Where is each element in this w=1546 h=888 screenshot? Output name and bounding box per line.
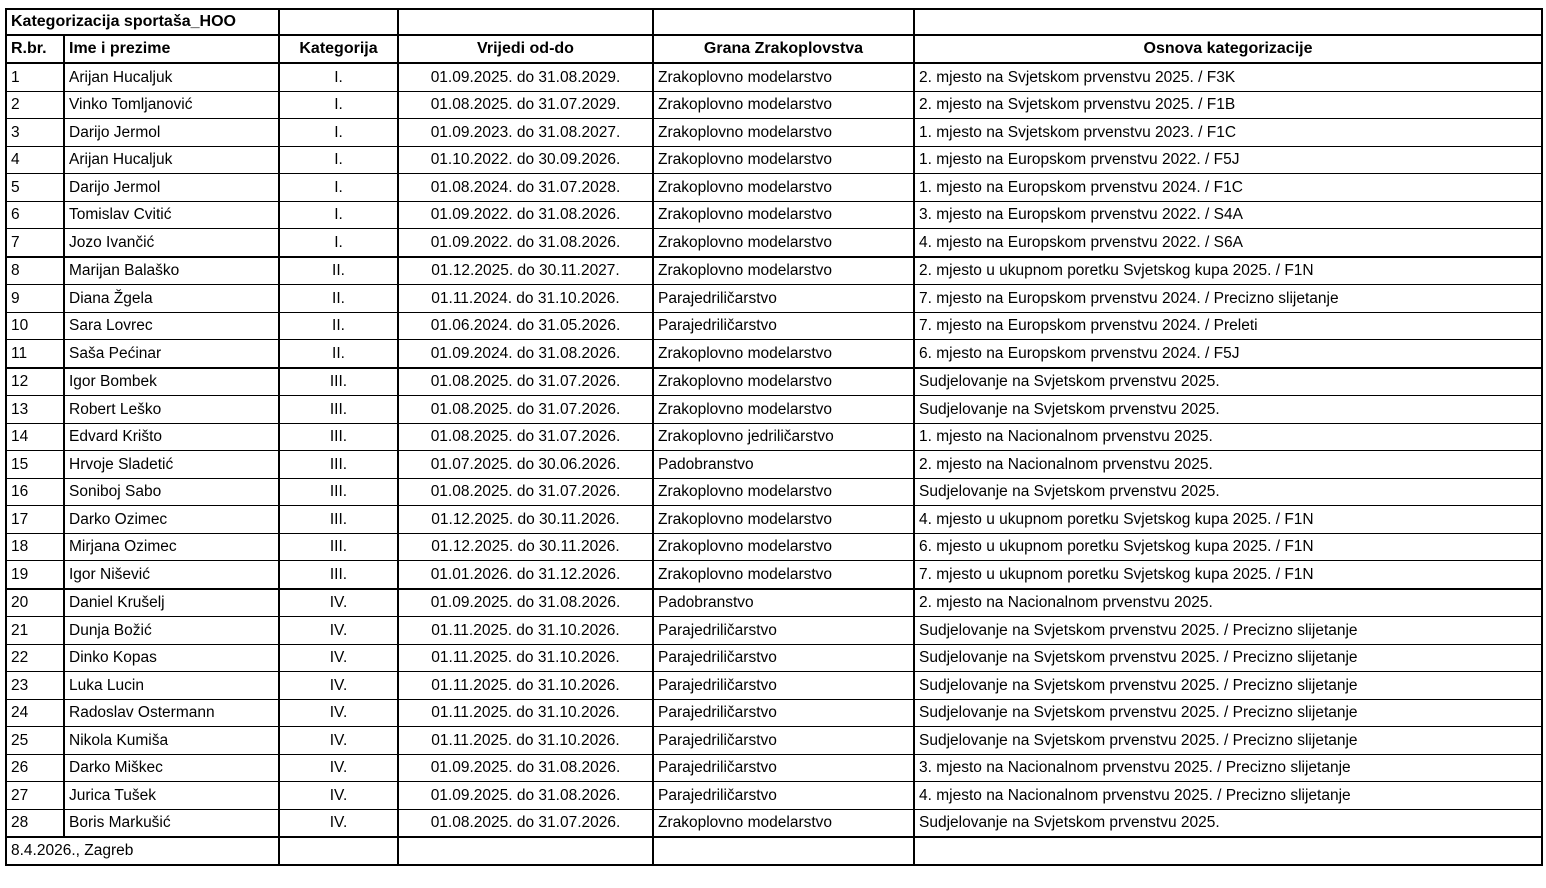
cell-category: IV. <box>279 672 398 700</box>
cell-branch: Parajedriličarstvo <box>653 782 914 810</box>
cell-basis: 4. mjesto u ukupnom poretku Svjetskog kupa 2025. / F1N <box>914 506 1542 534</box>
cell-branch: Zrakoplovno modelarstvo <box>653 174 914 202</box>
cell-valid-period: 01.11.2025. do 31.10.2026. <box>398 672 653 700</box>
categorization-table <box>5 8 1543 866</box>
cell-basis: Sudjelovanje na Svjetskom prvenstvu 2025. / Precizno slijetanje <box>914 617 1542 645</box>
cell-branch: Parajedriličarstvo <box>653 644 914 672</box>
cell-valid-period: 01.06.2024. do 31.05.2026. <box>398 312 653 340</box>
cell-name: Darko Miškec <box>64 754 279 782</box>
cell-name: Darijo Jermol <box>64 119 279 147</box>
cell-valid-period: 01.09.2025. do 31.08.2026. <box>398 782 653 810</box>
cell-branch: Zrakoplovno modelarstvo <box>653 506 914 534</box>
cell-basis: Sudjelovanje na Svjetskom prvenstvu 2025. / Precizno slijetanje <box>914 727 1542 755</box>
cell-rbr: 25 <box>6 727 64 755</box>
cell-name: Marijan Balaško <box>64 257 279 285</box>
cell-rbr: 24 <box>6 699 64 727</box>
cell-basis: 7. mjesto na Europskom prvenstvu 2024. / Preleti <box>914 312 1542 340</box>
cell-basis: 2. mjesto na Nacionalnom prvenstvu 2025. <box>914 589 1542 617</box>
cell-basis: 3. mjesto na Nacionalnom prvenstvu 2025. / Precizno slijetanje <box>914 754 1542 782</box>
title-empty-cell-valid <box>398 9 653 35</box>
cell-basis: Sudjelovanje na Svjetskom prvenstvu 2025. <box>914 368 1542 396</box>
cell-branch: Zrakoplovno modelarstvo <box>653 91 914 119</box>
page-title: Kategorizacija sportaša_HOO <box>6 9 279 35</box>
cell-valid-period: 01.09.2022. do 31.08.2026. <box>398 201 653 229</box>
cell-basis: Sudjelovanje na Svjetskom prvenstvu 2025. <box>914 478 1542 506</box>
cell-valid-period: 01.11.2025. do 31.10.2026. <box>398 727 653 755</box>
table-row <box>6 754 1542 782</box>
table-row <box>6 312 1542 340</box>
header-row <box>6 35 1542 63</box>
cell-rbr: 26 <box>6 754 64 782</box>
cell-rbr: 9 <box>6 285 64 313</box>
cell-valid-period: 01.12.2025. do 30.11.2027. <box>398 257 653 285</box>
cell-category: II. <box>279 340 398 368</box>
cell-branch: Parajedriličarstvo <box>653 699 914 727</box>
footer-empty-cell-valid <box>398 837 653 865</box>
cell-branch: Zrakoplovno modelarstvo <box>653 119 914 147</box>
table-row <box>6 229 1542 257</box>
table-row <box>6 672 1542 700</box>
cell-valid-period: 01.12.2025. do 30.11.2026. <box>398 533 653 561</box>
cell-valid-period: 01.11.2025. do 31.10.2026. <box>398 644 653 672</box>
cell-rbr: 4 <box>6 146 64 174</box>
cell-branch: Parajedriličarstvo <box>653 285 914 313</box>
cell-branch: Zrakoplovno modelarstvo <box>653 809 914 837</box>
cell-category: I. <box>279 229 398 257</box>
cell-name: Dinko Kopas <box>64 644 279 672</box>
cell-basis: 1. mjesto na Europskom prvenstvu 2022. / F5J <box>914 146 1542 174</box>
table-row <box>6 533 1542 561</box>
cell-rbr: 15 <box>6 451 64 479</box>
cell-rbr: 14 <box>6 423 64 451</box>
table-row <box>6 699 1542 727</box>
cell-valid-period: 01.07.2025. do 30.06.2026. <box>398 451 653 479</box>
cell-name: Radoslav Ostermann <box>64 699 279 727</box>
cell-category: II. <box>279 257 398 285</box>
title-empty-cell-category <box>279 9 398 35</box>
cell-basis: Sudjelovanje na Svjetskom prvenstvu 2025. <box>914 396 1542 424</box>
table-row <box>6 396 1542 424</box>
cell-category: III. <box>279 533 398 561</box>
cell-rbr: 8 <box>6 257 64 285</box>
cell-name: Igor Bombek <box>64 368 279 396</box>
cell-category: II. <box>279 285 398 313</box>
cell-valid-period: 01.11.2025. do 31.10.2026. <box>398 617 653 645</box>
cell-name: Sara Lovrec <box>64 312 279 340</box>
cell-rbr: 5 <box>6 174 64 202</box>
column-header-name: Ime i prezime <box>64 35 279 63</box>
cell-basis: 1. mjesto na Nacionalnom prvenstvu 2025. <box>914 423 1542 451</box>
column-header-rbr: R.br. <box>6 35 64 63</box>
cell-branch: Zrakoplovno modelarstvo <box>653 340 914 368</box>
title-row <box>6 9 1542 35</box>
cell-category: IV. <box>279 782 398 810</box>
cell-branch: Parajedriličarstvo <box>653 312 914 340</box>
cell-name: Igor Nišević <box>64 561 279 589</box>
cell-name: Darijo Jermol <box>64 174 279 202</box>
table-row <box>6 119 1542 147</box>
title-empty-cell-branch <box>653 9 914 35</box>
footer-empty-cell-basis <box>914 837 1542 865</box>
cell-category: I. <box>279 91 398 119</box>
cell-valid-period: 01.10.2022. do 30.09.2026. <box>398 146 653 174</box>
cell-basis: Sudjelovanje na Svjetskom prvenstvu 2025. / Precizno slijetanje <box>914 644 1542 672</box>
cell-basis: 2. mjesto na Svjetskom prvenstvu 2025. / F1B <box>914 91 1542 119</box>
cell-valid-period: 01.09.2025. do 31.08.2029. <box>398 63 653 91</box>
cell-rbr: 6 <box>6 201 64 229</box>
cell-category: I. <box>279 146 398 174</box>
cell-branch: Parajedriličarstvo <box>653 672 914 700</box>
column-header-basis: Osnova kategorizacije <box>914 35 1542 63</box>
footer-empty-cell-branch <box>653 837 914 865</box>
cell-basis: 4. mjesto na Nacionalnom prvenstvu 2025. / Precizno slijetanje <box>914 782 1542 810</box>
cell-rbr: 22 <box>6 644 64 672</box>
cell-valid-period: 01.01.2026. do 31.12.2026. <box>398 561 653 589</box>
cell-valid-period: 01.09.2022. do 31.08.2026. <box>398 229 653 257</box>
cell-branch: Zrakoplovno modelarstvo <box>653 201 914 229</box>
cell-category: IV. <box>279 644 398 672</box>
cell-category: II. <box>279 312 398 340</box>
cell-basis: 2. mjesto na Svjetskom prvenstvu 2025. / F3K <box>914 63 1542 91</box>
cell-category: III. <box>279 561 398 589</box>
cell-branch: Parajedriličarstvo <box>653 727 914 755</box>
cell-category: I. <box>279 63 398 91</box>
cell-category: IV. <box>279 699 398 727</box>
cell-name: Tomislav Cvitić <box>64 201 279 229</box>
cell-name: Arijan Hucaljuk <box>64 63 279 91</box>
cell-category: III. <box>279 396 398 424</box>
cell-basis: 1. mjesto na Svjetskom prvenstvu 2023. / F1C <box>914 119 1542 147</box>
cell-rbr: 28 <box>6 809 64 837</box>
cell-branch: Zrakoplovno modelarstvo <box>653 478 914 506</box>
cell-branch: Zrakoplovno modelarstvo <box>653 561 914 589</box>
cell-valid-period: 01.08.2025. do 31.07.2026. <box>398 396 653 424</box>
cell-branch: Zrakoplovno jedriličarstvo <box>653 423 914 451</box>
cell-basis: 7. mjesto u ukupnom poretku Svjetskog kupa 2025. / F1N <box>914 561 1542 589</box>
table-row <box>6 146 1542 174</box>
table-row <box>6 423 1542 451</box>
cell-basis: 1. mjesto na Europskom prvenstvu 2024. / F1C <box>914 174 1542 202</box>
table-row <box>6 561 1542 589</box>
cell-category: III. <box>279 423 398 451</box>
cell-branch: Zrakoplovno modelarstvo <box>653 146 914 174</box>
cell-branch: Zrakoplovno modelarstvo <box>653 368 914 396</box>
cell-branch: Zrakoplovno modelarstvo <box>653 63 914 91</box>
cell-name: Edvard Krišto <box>64 423 279 451</box>
cell-rbr: 27 <box>6 782 64 810</box>
cell-branch: Parajedriličarstvo <box>653 754 914 782</box>
cell-valid-period: 01.08.2025. do 31.07.2029. <box>398 91 653 119</box>
cell-rbr: 16 <box>6 478 64 506</box>
cell-valid-period: 01.11.2024. do 31.10.2026. <box>398 285 653 313</box>
column-header-valid: Vrijedi od-do <box>398 35 653 63</box>
cell-branch: Padobranstvo <box>653 451 914 479</box>
cell-rbr: 17 <box>6 506 64 534</box>
cell-basis: 2. mjesto na Nacionalnom prvenstvu 2025. <box>914 451 1542 479</box>
cell-name: Mirjana Ozimec <box>64 533 279 561</box>
cell-category: IV. <box>279 809 398 837</box>
cell-rbr: 7 <box>6 229 64 257</box>
table-row <box>6 782 1542 810</box>
table-row <box>6 727 1542 755</box>
cell-basis: 4. mjesto na Europskom prvenstvu 2022. / S6A <box>914 229 1542 257</box>
cell-name: Jozo Ivančić <box>64 229 279 257</box>
cell-category: IV. <box>279 754 398 782</box>
cell-rbr: 20 <box>6 589 64 617</box>
column-header-category: Kategorija <box>279 35 398 63</box>
column-header-branch: Grana Zrakoplovstva <box>653 35 914 63</box>
cell-name: Vinko Tomljanović <box>64 91 279 119</box>
cell-valid-period: 01.08.2025. do 31.07.2026. <box>398 423 653 451</box>
cell-category: IV. <box>279 589 398 617</box>
cell-name: Diana Žgela <box>64 285 279 313</box>
table-row <box>6 174 1542 202</box>
cell-basis: 3. mjesto na Europskom prvenstvu 2022. / S4A <box>914 201 1542 229</box>
table-row <box>6 285 1542 313</box>
table-row <box>6 201 1542 229</box>
table-row <box>6 91 1542 119</box>
cell-category: I. <box>279 174 398 202</box>
cell-basis: 7. mjesto na Europskom prvenstvu 2024. / Precizno slijetanje <box>914 285 1542 313</box>
cell-rbr: 1 <box>6 63 64 91</box>
cell-rbr: 19 <box>6 561 64 589</box>
cell-valid-period: 01.09.2025. do 31.08.2026. <box>398 589 653 617</box>
cell-name: Daniel Krušelj <box>64 589 279 617</box>
cell-rbr: 2 <box>6 91 64 119</box>
cell-rbr: 12 <box>6 368 64 396</box>
cell-name: Hrvoje Sladetić <box>64 451 279 479</box>
cell-name: Soniboj Sabo <box>64 478 279 506</box>
cell-valid-period: 01.11.2025. do 31.10.2026. <box>398 699 653 727</box>
cell-category: I. <box>279 119 398 147</box>
cell-category: III. <box>279 368 398 396</box>
cell-branch: Padobranstvo <box>653 589 914 617</box>
table-row <box>6 368 1542 396</box>
cell-basis: 6. mjesto na Europskom prvenstvu 2024. / F5J <box>914 340 1542 368</box>
cell-basis: Sudjelovanje na Svjetskom prvenstvu 2025. / Precizno slijetanje <box>914 699 1542 727</box>
cell-name: Darko Ozimec <box>64 506 279 534</box>
cell-basis: Sudjelovanje na Svjetskom prvenstvu 2025. / Precizno slijetanje <box>914 672 1542 700</box>
cell-name: Luka Lucin <box>64 672 279 700</box>
cell-rbr: 18 <box>6 533 64 561</box>
cell-branch: Zrakoplovno modelarstvo <box>653 229 914 257</box>
cell-name: Saša Pećinar <box>64 340 279 368</box>
cell-valid-period: 01.08.2025. do 31.07.2026. <box>398 368 653 396</box>
cell-name: Nikola Kumiša <box>64 727 279 755</box>
footer-empty-cell-category <box>279 837 398 865</box>
cell-rbr: 11 <box>6 340 64 368</box>
cell-branch: Zrakoplovno modelarstvo <box>653 396 914 424</box>
cell-valid-period: 01.09.2023. do 31.08.2027. <box>398 119 653 147</box>
cell-rbr: 3 <box>6 119 64 147</box>
cell-rbr: 13 <box>6 396 64 424</box>
cell-branch: Zrakoplovno modelarstvo <box>653 533 914 561</box>
table-row <box>6 340 1542 368</box>
cell-valid-period: 01.09.2024. do 31.08.2026. <box>398 340 653 368</box>
cell-valid-period: 01.09.2025. do 31.08.2026. <box>398 754 653 782</box>
cell-category: IV. <box>279 727 398 755</box>
table-row <box>6 63 1542 91</box>
cell-category: I. <box>279 201 398 229</box>
cell-category: III. <box>279 451 398 479</box>
cell-basis: Sudjelovanje na Svjetskom prvenstvu 2025. <box>914 809 1542 837</box>
cell-branch: Zrakoplovno modelarstvo <box>653 257 914 285</box>
table-row <box>6 257 1542 285</box>
cell-basis: 2. mjesto u ukupnom poretku Svjetskog kupa 2025. / F1N <box>914 257 1542 285</box>
cell-category: III. <box>279 478 398 506</box>
table-row <box>6 506 1542 534</box>
cell-name: Boris Markušić <box>64 809 279 837</box>
footer-row <box>6 837 1542 865</box>
cell-basis: 6. mjesto u ukupnom poretku Svjetskog kupa 2025. / F1N <box>914 533 1542 561</box>
table-row <box>6 809 1542 837</box>
cell-name: Arijan Hucaljuk <box>64 146 279 174</box>
cell-valid-period: 01.08.2025. do 31.07.2026. <box>398 809 653 837</box>
table-row <box>6 644 1542 672</box>
cell-valid-period: 01.12.2025. do 30.11.2026. <box>398 506 653 534</box>
cell-branch: Parajedriličarstvo <box>653 617 914 645</box>
table-row <box>6 589 1542 617</box>
cell-rbr: 21 <box>6 617 64 645</box>
cell-name: Dunja Božić <box>64 617 279 645</box>
cell-valid-period: 01.08.2025. do 31.07.2026. <box>398 478 653 506</box>
cell-name: Robert Leško <box>64 396 279 424</box>
cell-valid-period: 01.08.2024. do 31.07.2028. <box>398 174 653 202</box>
table-row <box>6 451 1542 479</box>
footer-date-place: 8.4.2026., Zagreb <box>6 837 279 865</box>
table-row <box>6 617 1542 645</box>
cell-rbr: 10 <box>6 312 64 340</box>
cell-category: IV. <box>279 617 398 645</box>
table-row <box>6 478 1542 506</box>
cell-category: III. <box>279 506 398 534</box>
cell-rbr: 23 <box>6 672 64 700</box>
cell-name: Jurica Tušek <box>64 782 279 810</box>
title-empty-cell-basis <box>914 9 1542 35</box>
